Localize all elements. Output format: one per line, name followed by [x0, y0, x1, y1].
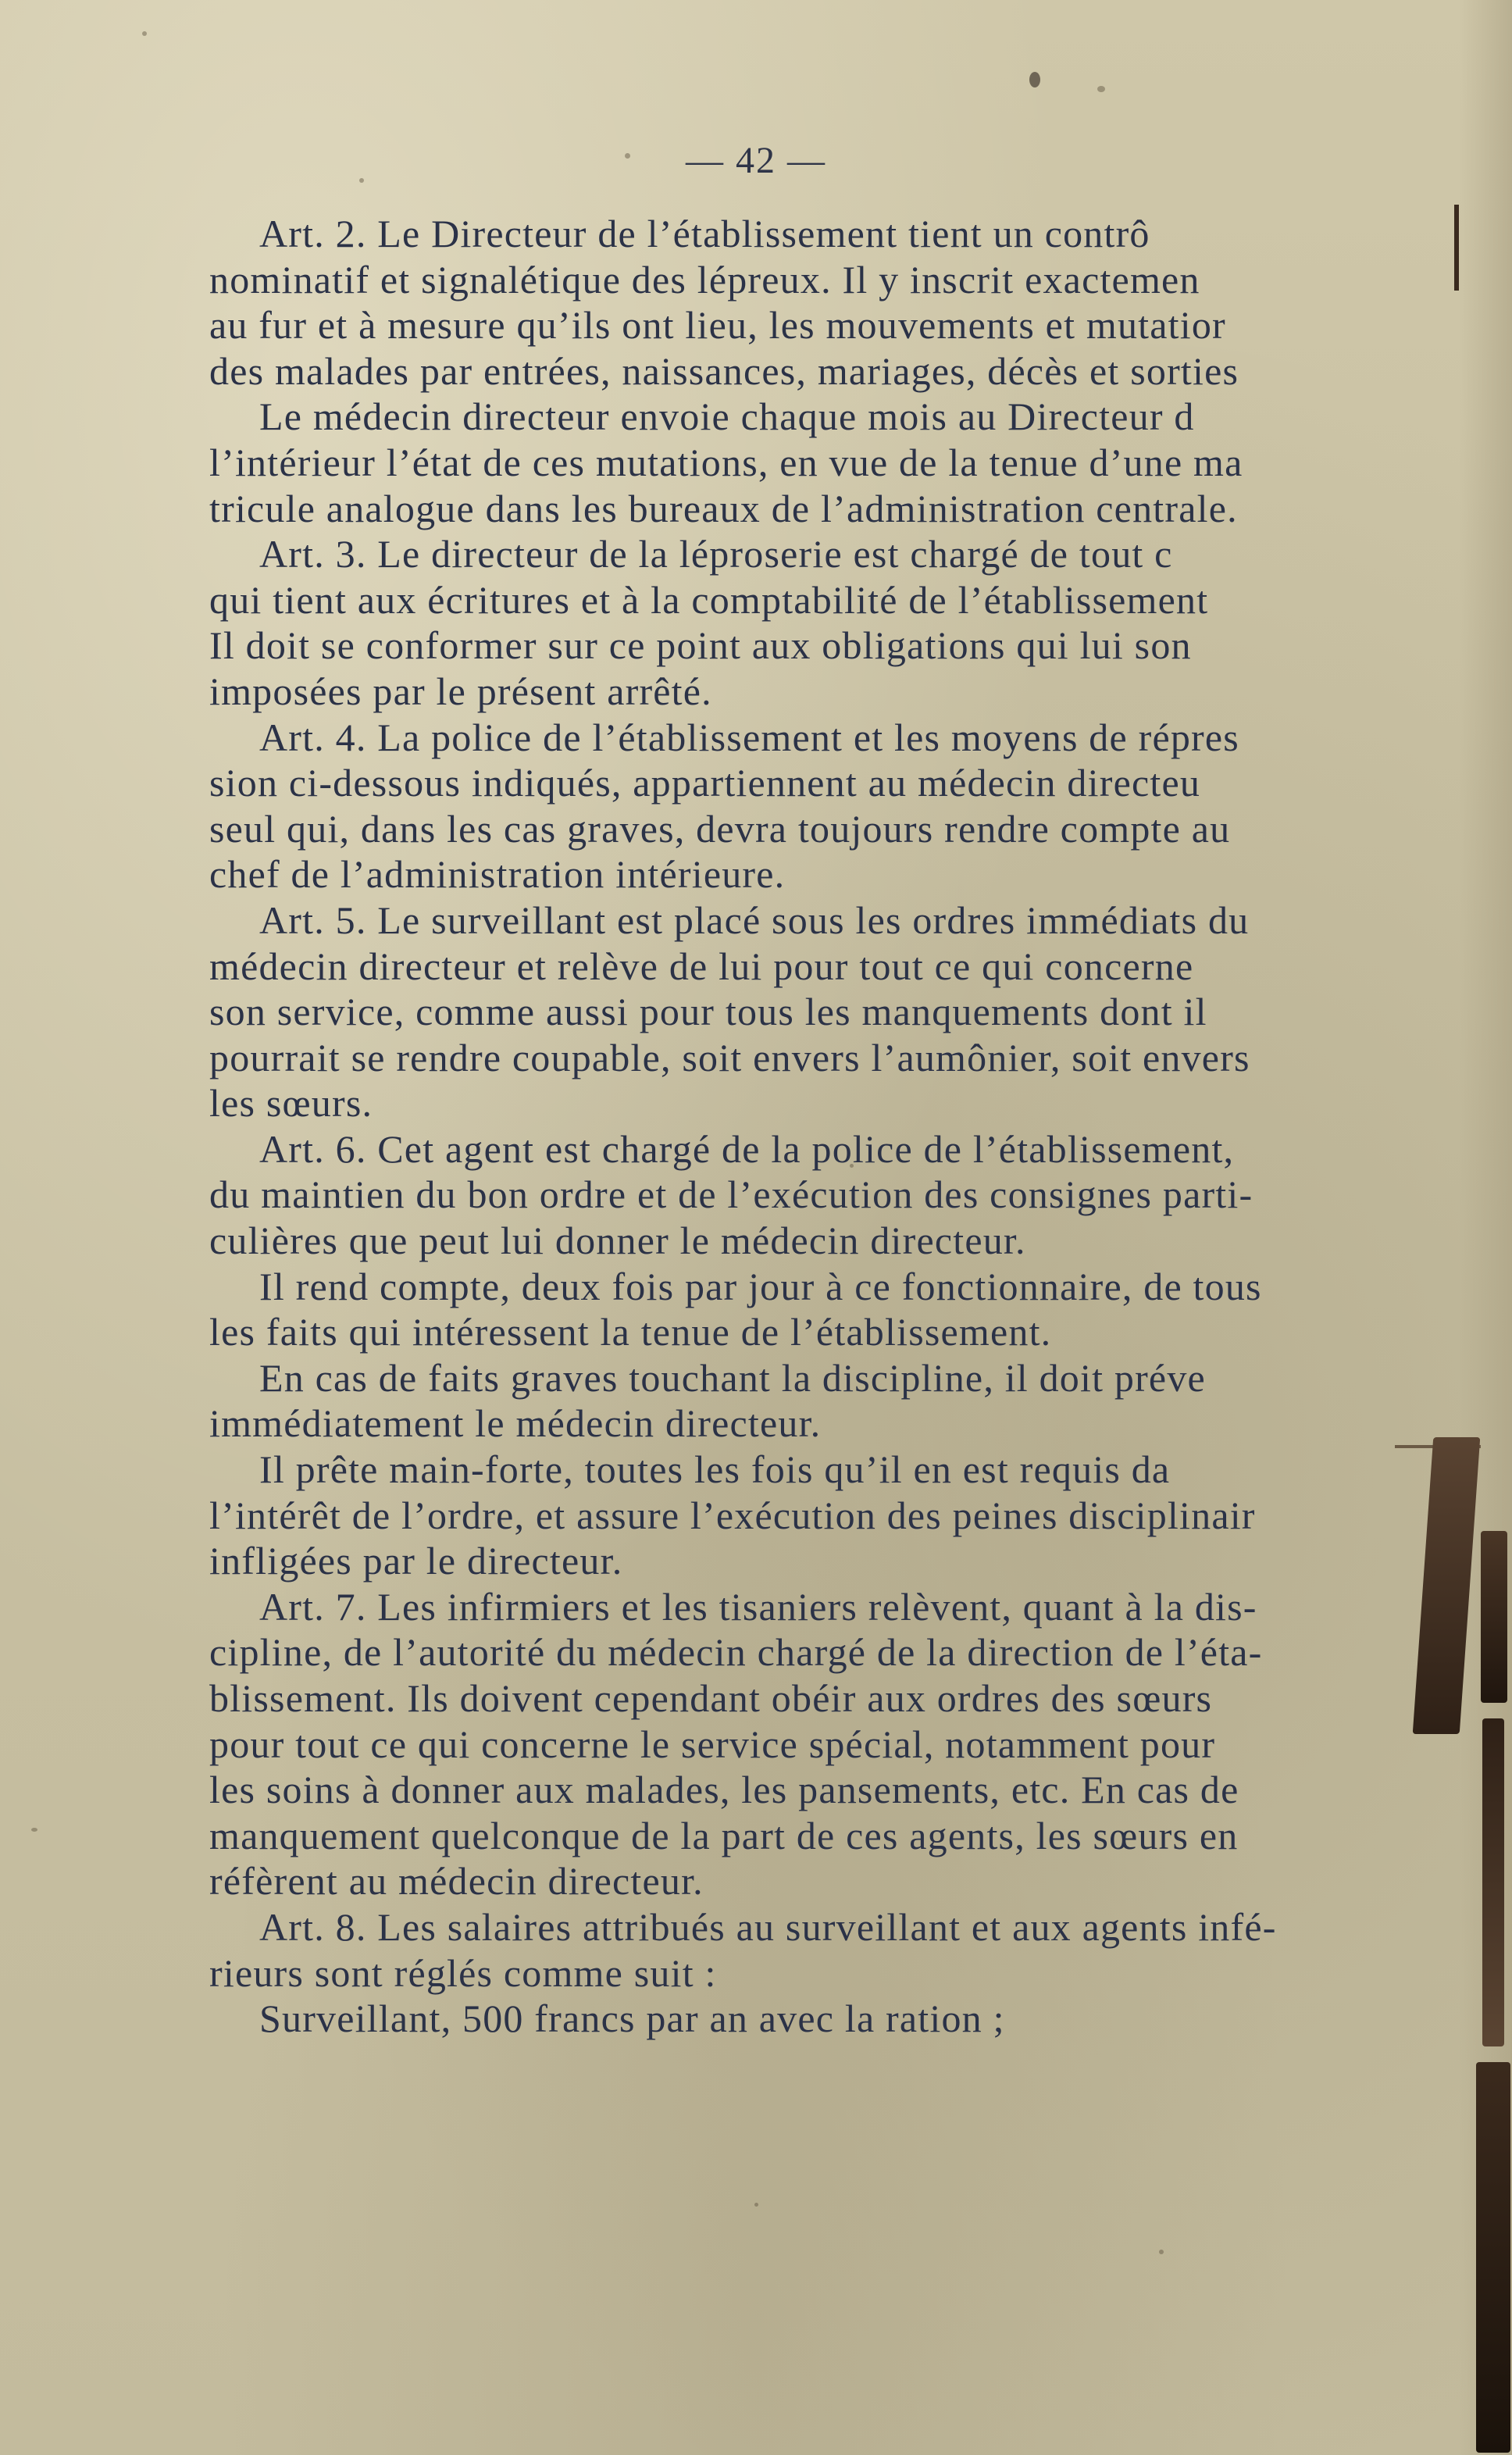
text-line: Art. 8. Les salaires attribués au surveillant et aux agents infé- — [259, 1904, 1277, 1949]
text-line: Art. 7. Les infirmiers et les tisaniers relèvent, quant à la dis- — [259, 1584, 1257, 1629]
text-line: Il doit se conformer sur ce point aux obligations qui lui son — [209, 623, 1192, 668]
text-line: sion ci-dessous indiqués, appartiennent au médecin directeu — [209, 761, 1201, 805]
text-line: manquement quelconque de la part de ces agents, les sœurs en — [209, 1813, 1239, 1857]
text-line: les sœurs. — [209, 1081, 373, 1126]
text-line: au fur et à mesure qu’ils ont lieu, les mouvements et mutatior — [209, 303, 1226, 348]
text-line: des malades par entrées, naissances, mariages, décès et sorties — [209, 348, 1239, 393]
text-line: réfèrent au médecin directeur. — [209, 1859, 704, 1904]
text-line: seul qui, dans les cas graves, devra toujours rendre compte au — [209, 806, 1231, 851]
edge-damage — [1481, 1531, 1507, 1703]
edge-damage — [1476, 2062, 1510, 2453]
paper-speck — [31, 1828, 37, 1832]
text-line: immédiatement le médecin directeur. — [209, 1401, 822, 1446]
text-line: pour tout ce qui concerne le service spécial, notamment pour — [209, 1722, 1216, 1766]
text-line: En cas de faits graves touchant la discipline, il doit préve — [259, 1355, 1206, 1400]
text-line: cipline, de l’autorité du médecin chargé de la direction de l’éta- — [209, 1630, 1263, 1675]
text-line: rieurs sont réglés comme suit : — [209, 1950, 717, 1995]
text-line: Art. 5. Le surveillant est placé sous les ordres immédiats du — [259, 897, 1250, 942]
text-line: tricule analogue dans les bureaux de l’administration centrale. — [209, 486, 1238, 530]
paper-speck — [1159, 2250, 1164, 2254]
text-line: les soins à donner aux malades, les pansements, etc. En cas de — [209, 1768, 1239, 1812]
text-line: infligées par le directeur. — [209, 1539, 623, 1583]
text-line: blissement. Ils doivent cependant obéir aux ordres des sœurs — [209, 1676, 1213, 1720]
text-line: Il rend compte, deux fois par jour à ce fonctionnaire, de tous — [259, 1264, 1262, 1308]
text-line: Le médecin directeur envoie chaque mois au Directeur d — [259, 394, 1195, 439]
edge-damage — [1482, 1718, 1504, 2046]
text-line: Art. 2. Le Directeur de l’établissement tient un contrô — [259, 212, 1150, 255]
binding-mark — [1454, 205, 1459, 291]
body-text — [209, 211, 1435, 2042]
text-line: l’intérieur l’état de ces mutations, en vue de la tenue d’une ma — [209, 440, 1243, 484]
text-line: l’intérêt de l’ordre, et assure l’exécution des peines disciplinair — [209, 1493, 1256, 1537]
page-number: — 42 — — [686, 140, 826, 181]
text-line: du maintien du bon ordre et de l’exécution des consignes parti- — [209, 1172, 1253, 1217]
text-line: Art. 3. Le directeur de la léproserie est chargé de tout c — [259, 532, 1173, 576]
text-line: chef de l’administration intérieure. — [209, 852, 786, 897]
text-line: culières que peut lui donner le médecin directeur. — [209, 1219, 1026, 1263]
text-line: nominatif et signalétique des lépreux. Il y inscrit exactemen — [209, 257, 1200, 302]
text-line: pourrait se rendre coupable, soit envers l’aumônier, soit envers — [209, 1035, 1250, 1079]
paper-speck — [1097, 86, 1105, 92]
paper-speck — [754, 2203, 758, 2207]
text-line: imposées par le présent arrêté. — [209, 669, 712, 713]
text-line: Il prête main-forte, toutes les fois qu’il en est requis da — [259, 1447, 1171, 1492]
text-line: son service, comme aussi pour tous les manquements dont il — [209, 990, 1207, 1034]
text-line: médecin directeur et relève de lui pour tout ce qui concerne — [209, 944, 1194, 988]
paper-speck — [142, 31, 147, 36]
text-line: les faits qui intéressent la tenue de l’établissement. — [209, 1310, 1052, 1354]
text-line: Art. 4. La police de l’établissement et les moyens de répres — [259, 715, 1239, 759]
text-line: qui tient aux écritures et à la comptabilité de l’établissement — [209, 577, 1209, 622]
text-line: Surveillant, 500 francs par an avec la ration ; — [259, 1996, 1005, 2041]
text-line: Art. 6. Cet agent est chargé de la police de l’établissement, — [259, 1126, 1235, 1171]
paper-speck — [1029, 72, 1040, 87]
